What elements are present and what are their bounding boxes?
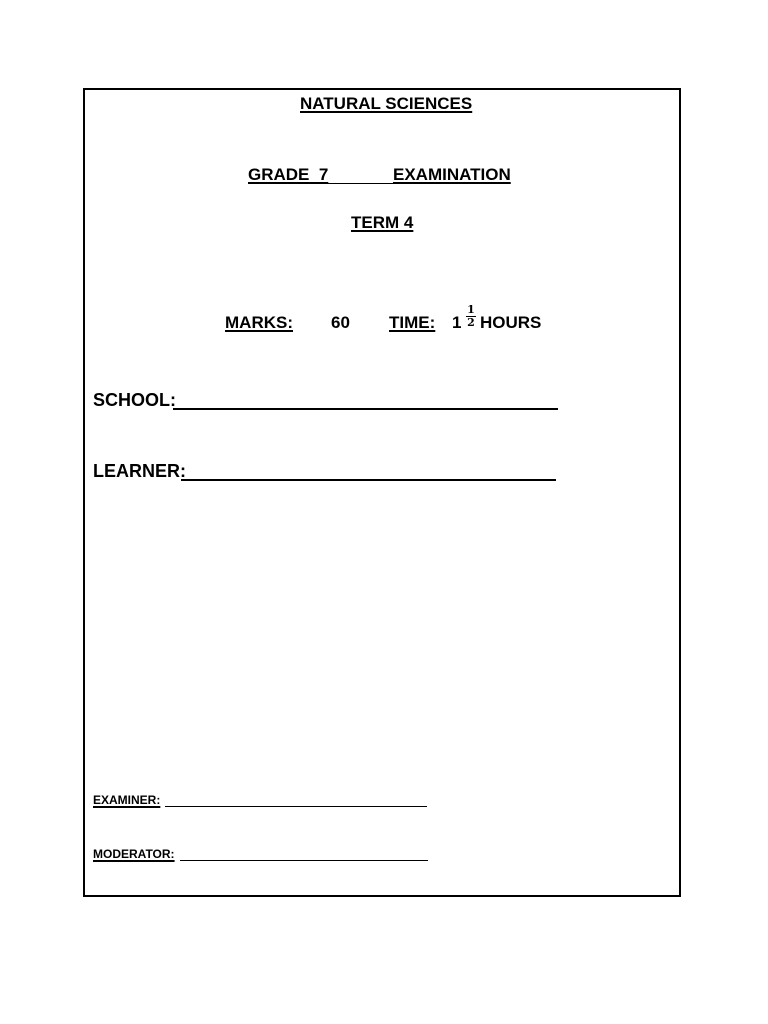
page-border bbox=[83, 88, 681, 897]
examiner-field[interactable] bbox=[165, 806, 427, 807]
school-label: SCHOOL: bbox=[93, 390, 176, 410]
time-numerator: 1 bbox=[467, 303, 475, 316]
grade-label: GRADE 7 bbox=[248, 165, 329, 184]
learner-label: LEARNER: bbox=[93, 461, 186, 481]
subject-title: NATURAL SCIENCES bbox=[300, 94, 473, 113]
time-denominator: 2 bbox=[467, 316, 475, 329]
marks-value: 60 bbox=[331, 313, 350, 332]
examiner-label: EXAMINER: bbox=[93, 793, 161, 807]
time-label: TIME: bbox=[389, 313, 436, 332]
time-whole: 1 bbox=[452, 313, 462, 332]
term-label: TERM 4 bbox=[351, 213, 414, 232]
grade-exam-underline bbox=[322, 183, 394, 184]
marks-label: MARKS: bbox=[225, 313, 293, 332]
moderator-label: MODERATOR: bbox=[93, 847, 175, 861]
learner-field[interactable] bbox=[181, 479, 556, 481]
school-field[interactable] bbox=[173, 408, 558, 410]
moderator-field[interactable] bbox=[180, 860, 428, 861]
time-unit: HOURS bbox=[480, 313, 542, 332]
exam-label: EXAMINATION bbox=[393, 165, 511, 184]
time-fraction bbox=[465, 304, 477, 329]
